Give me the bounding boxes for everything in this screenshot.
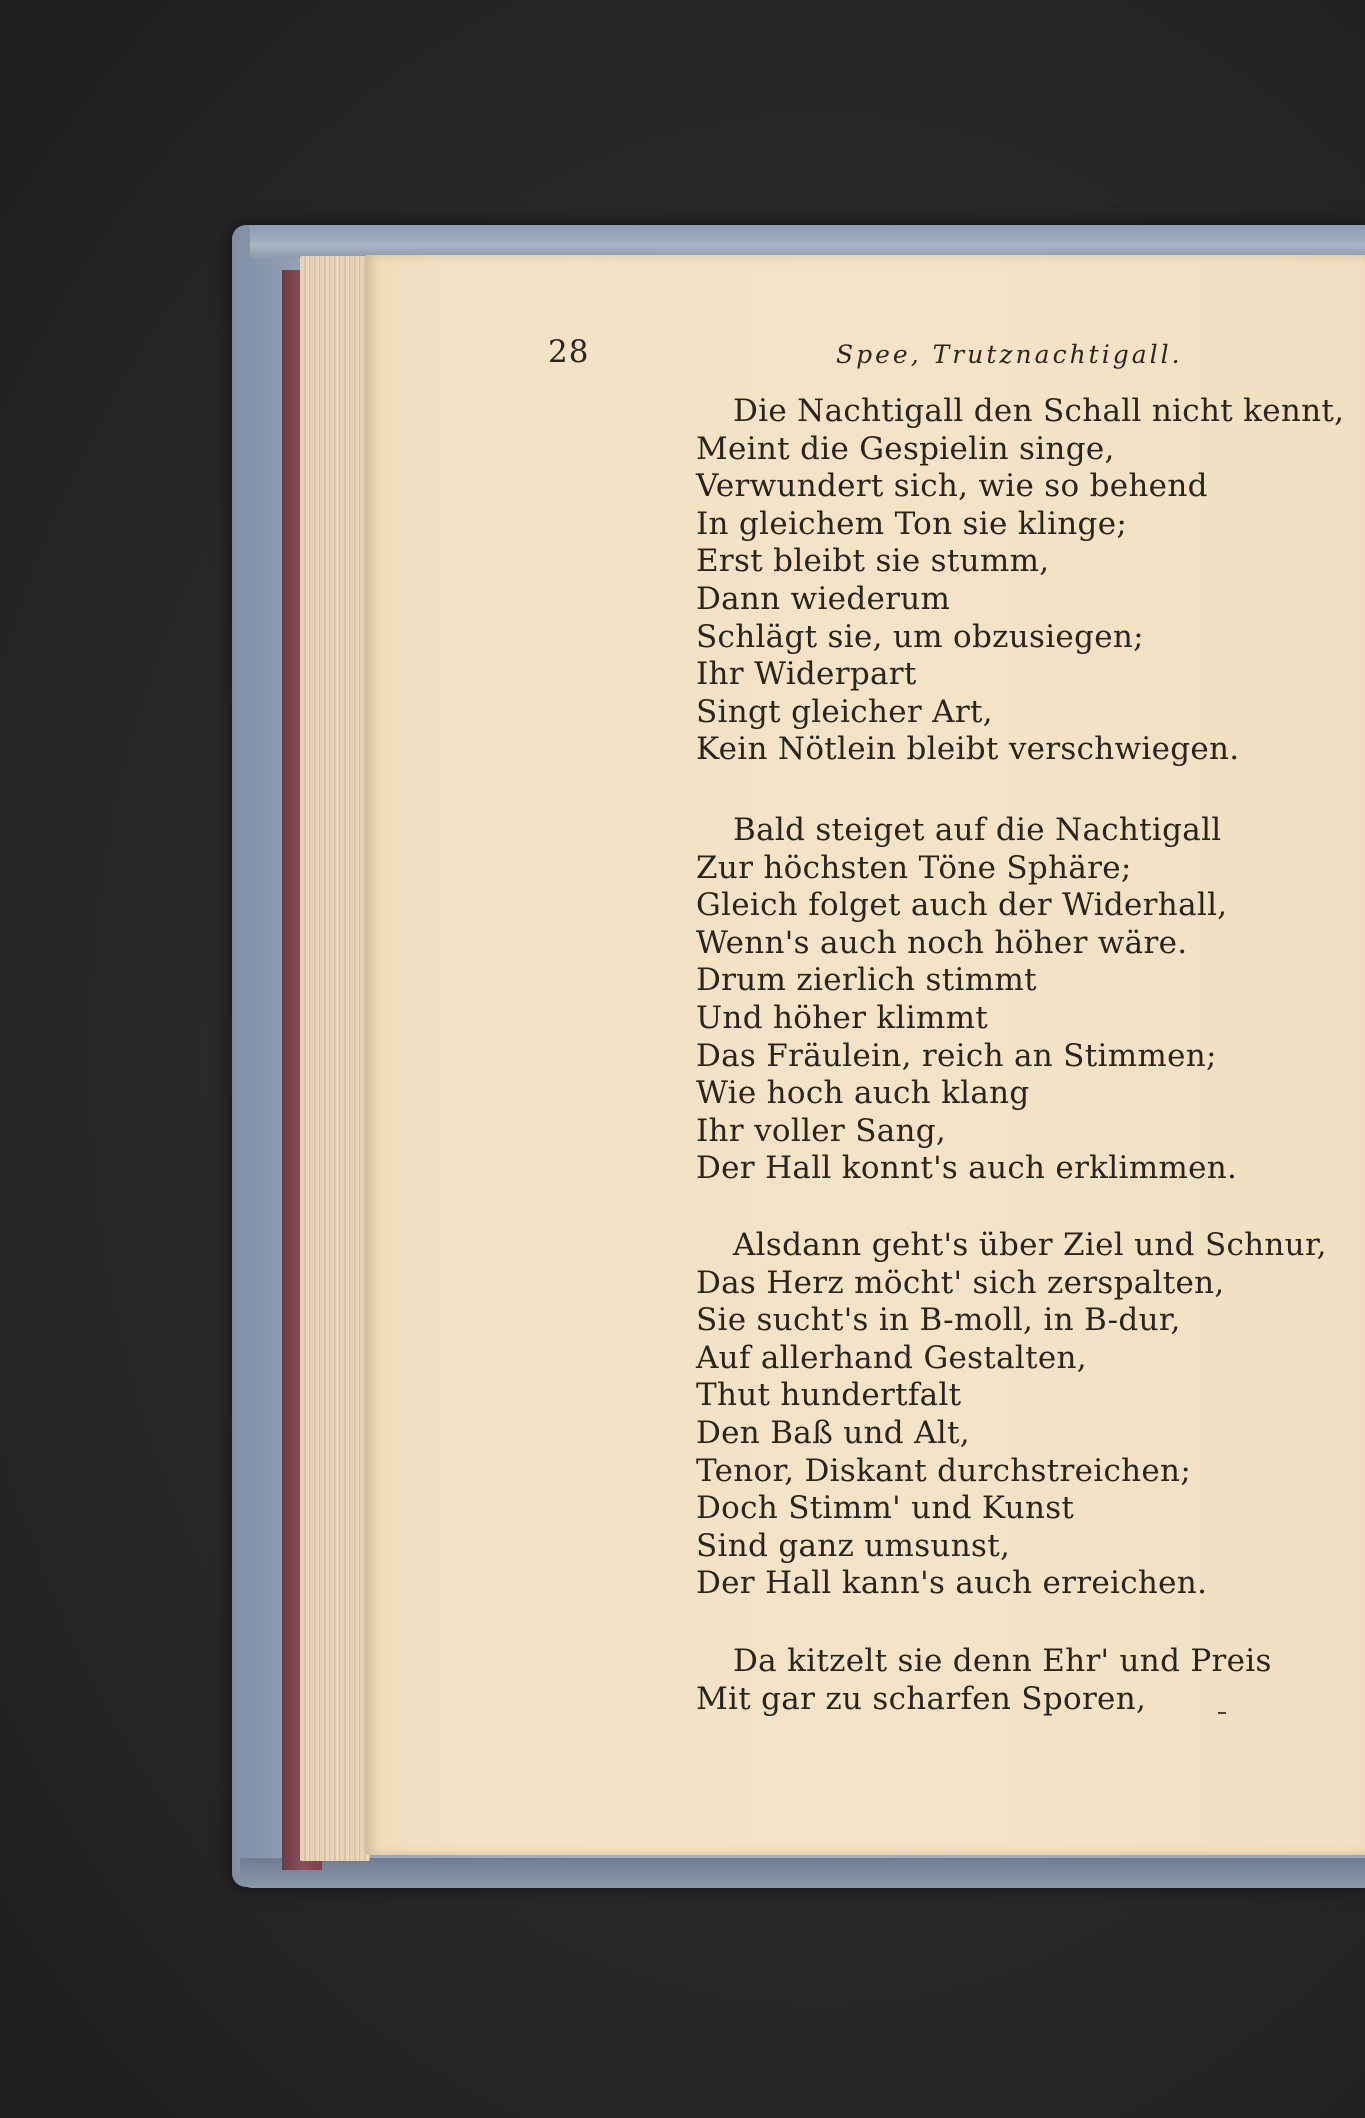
verse-line: Sie sucht's in B-moll, in B-dur, [696,1302,1181,1339]
verse-line: Der Hall kann's auch erreichen. [696,1565,1208,1602]
verse-line: Ihr voller Sang, [696,1112,947,1149]
verse-line: Auf allerhand Gestalten, [696,1339,1087,1376]
verse-line: Bald steiget auf die Nachtigall [733,812,1222,848]
verse-line: Schlägt sie, um obzusiegen; [696,618,1144,655]
verse-line: In gleichem Ton sie klinge; [696,505,1128,542]
verse-line: Die Nachtigall den Schall nicht kennt, [733,393,1345,429]
verse-line: Tenor, Diskant durchstreichen; [696,1452,1192,1489]
book-cover-top-edge [250,225,1365,259]
verse-line: Das Herz möcht' sich zerspalten, [696,1264,1225,1301]
verse-line: Thut hundertfalt [696,1377,962,1414]
verse-line: Alsdann geht's über Ziel und Schnur, [733,1227,1327,1263]
verse-line: Drum zierlich stimmt [696,962,1037,999]
verse-line: Der Hall konnt's auch erklimmen. [696,1150,1238,1187]
verse-line: Da kitzelt sie denn Ehr' und Preis [733,1643,1272,1679]
verse-line: Meint die Gespielin singe, [696,430,1115,467]
verse-line: Wie hoch auch klang [696,1075,1030,1112]
running-head: Spee, Trutznachtigall. [836,340,1183,369]
verse-line: Zur höchsten Töne Sphäre; [696,849,1132,886]
verse-line: Mit gar zu scharfen Sporen, [696,1680,1147,1717]
verse-line: Den Baß und Alt, [696,1415,970,1451]
verse-line: Kein Nötlein bleibt verschwiegen. [696,731,1240,768]
verse-line: Erst bleibt sie stumm, [696,543,1050,580]
verse-line: Ihr Widerpart [696,656,917,693]
verse-line: Verwundert sich, wie so behend [696,468,1208,505]
verse-line: Das Fräulein, reich an Stimmen; [696,1037,1217,1074]
verse-line: Singt gleicher Art, [696,693,993,730]
verse-line: Und höher klimmt [696,1000,989,1036]
verse-line: Doch Stimm' und Kunst [696,1490,1075,1527]
verse-line: Sind ganz umsunst, [696,1527,1011,1564]
verse-line: Wenn's auch noch höher wäre. [696,924,1188,961]
verse-line: Dann wiederum [696,581,951,617]
page-number: 28 [548,334,590,370]
page-stack-edges [300,256,370,1861]
verse-line: Gleich folget auch der Widerhall, [696,887,1228,924]
book-cover-bottom-edge [240,1858,1365,1888]
ink-mark [1218,1712,1226,1714]
